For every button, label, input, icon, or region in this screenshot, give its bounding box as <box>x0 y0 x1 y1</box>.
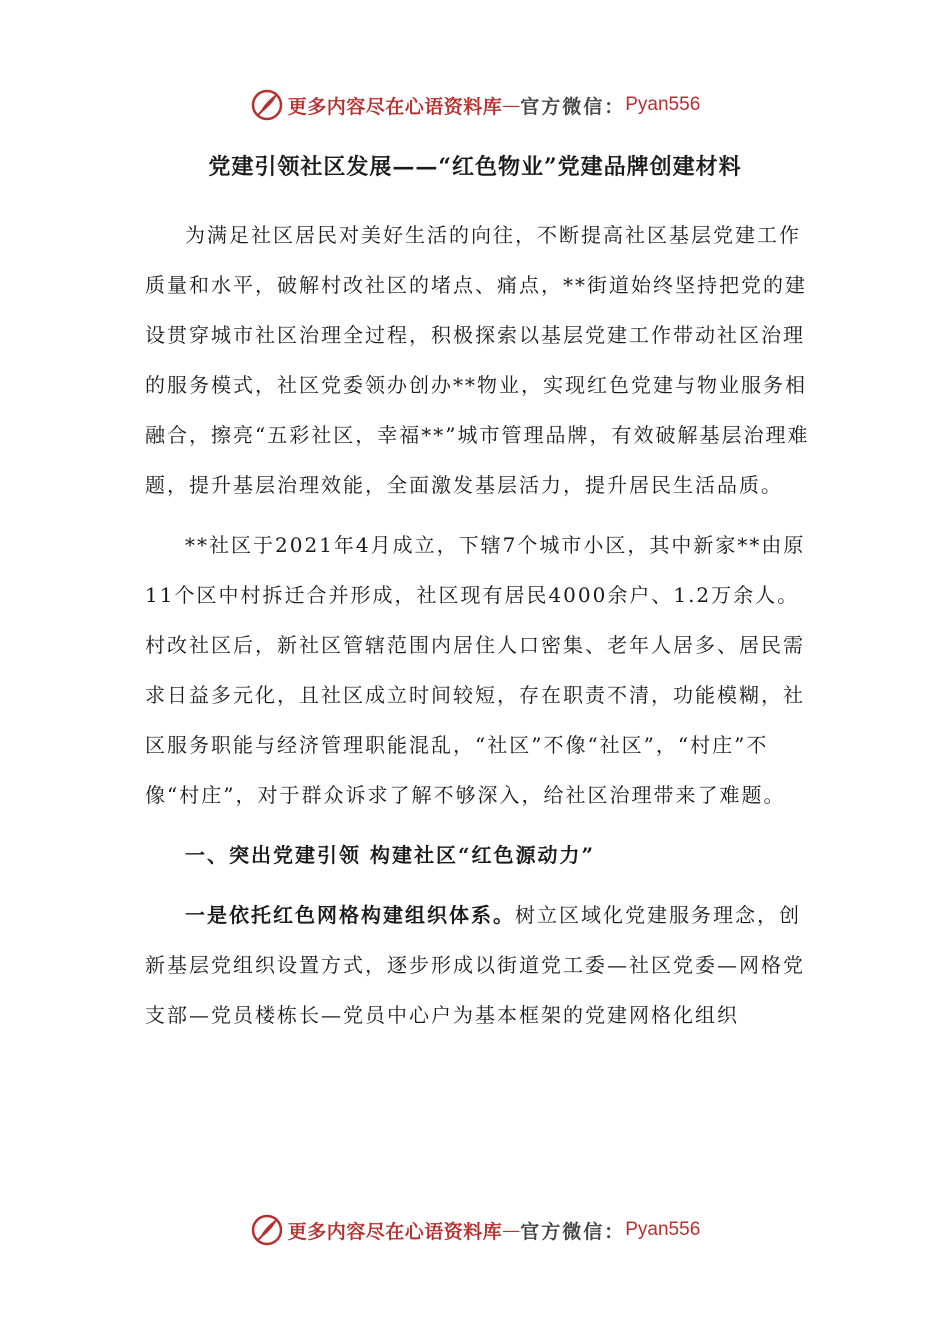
section-1-paragraph <box>145 890 810 1040</box>
section-heading-1: 一、突出党建引领 构建社区“红色源动力” <box>185 843 595 867</box>
watermark-separator: — <box>502 1219 521 1241</box>
quill-pen-logo-icon <box>250 1213 284 1247</box>
watermark-promo-text: 更多内容尽在心语资料库 <box>287 95 503 118</box>
header-watermark <box>0 83 950 127</box>
background-paragraph: **社区于2021年4月成立，下辖7个城市小区，其中新家**由原11个区中村拆迁合并形成，社区现有居民4000余户、1.2万余人。村改社区后，新社区管辖范围内居住人口密集、老年人居多、居民需求日益多元化，且社区成立时间较短，存在职责不清，功能模糊，社区服务职能与经济管理职能混乱，“社区”不像“社区”，“村庄”不像“村庄”，对于群众诉求了解不够深入，给社区治理带来了难题。 <box>145 533 806 807</box>
document-body <box>145 210 810 1040</box>
footer-watermark <box>0 1208 950 1252</box>
watermark-separator: — <box>502 94 521 116</box>
intro-paragraph: 为满足社区居民对美好生活的向往，不断提高社区基层党建工作质量和水平，破解村改社区的堵点、痛点，**街道始终坚持把党的建设贯穿城市社区治理全过程，积极探索以基层党建工作带动社区治理的服务模式，社区党委领办创办**物业，实现红色党建与物业服务相融合，擦亮“五彩社区，幸福**”城市管理品牌，有效破解基层治理难题，提升基层治理效能，全面激发基层活力，提升居民生活品质。 <box>145 223 810 497</box>
watermark-promo-text: 更多内容尽在心语资料库 <box>287 1220 503 1243</box>
document-title: 党建引领社区发展——“红色物业”党建品牌创建材料 <box>208 154 742 180</box>
watermark-wechat-id: Pyan556 <box>625 94 701 115</box>
section-1-text: 树立区域化党建服务理念，创新基层党组织设置方式，逐步形成以街道党工委—社区党委—网格党支部—党员楼栋长—党员中心户为基本框架的党建网格化组织 <box>145 903 805 1027</box>
watermark-official-label: 官方微信： <box>520 95 626 118</box>
watermark-wechat-id: Pyan556 <box>625 1219 701 1240</box>
section-1-lead: 一是依托红色网格构建组织体系。 <box>185 903 515 927</box>
quill-pen-logo-icon <box>250 88 284 122</box>
watermark-official-label: 官方微信： <box>520 1220 626 1243</box>
